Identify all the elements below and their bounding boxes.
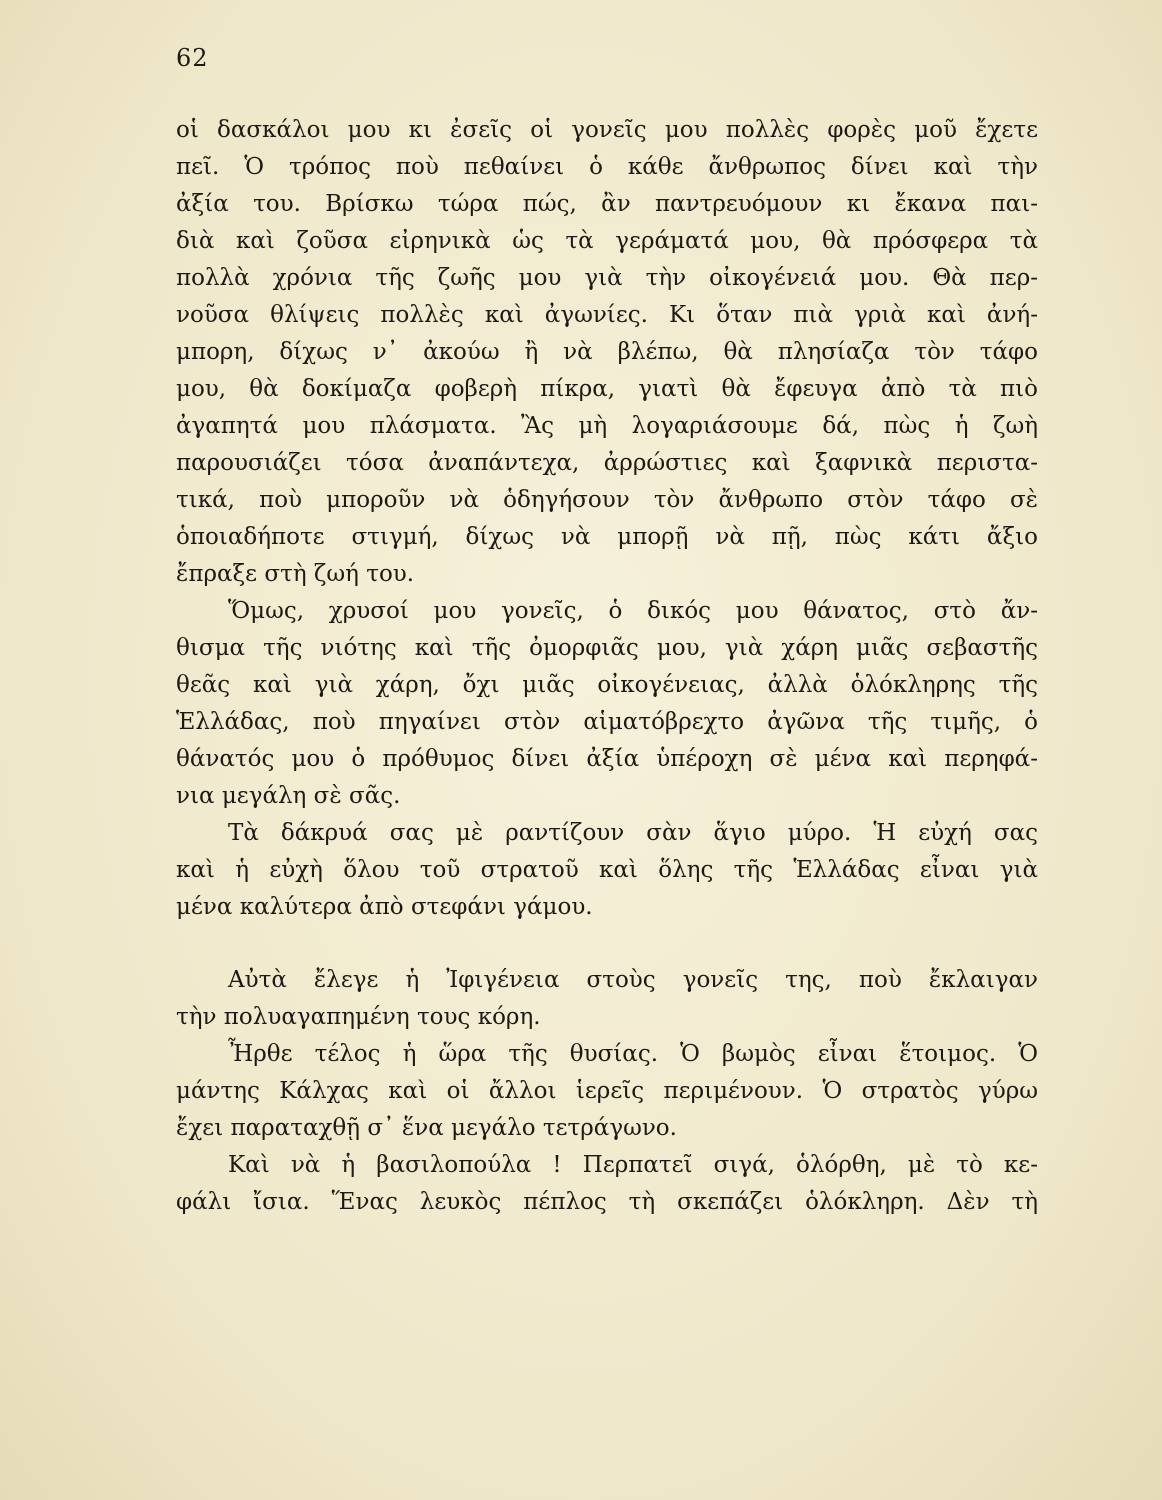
text-line: θεᾶς καὶ γιὰ χάρη, ὄχι μιᾶς οἰκογένειας, ἀλλὰ ὁλόκληρης τῆς — [176, 672, 1038, 698]
paragraph — [176, 815, 1038, 926]
paragraph — [176, 593, 1038, 815]
text-line: οἱ δασκάλοι μου κι ἐσεῖς οἱ γονεῖς μου πολλὲς φορὲς μοῦ ἔχετε — [176, 117, 1038, 143]
text-line: Τὰ δάκρυά σας μὲ ραντίζουν σὰν ἅγιο μύρο. Ἡ εὐχή σας — [228, 820, 1038, 846]
text-line: ἀξία του. Βρίσκω τώρα πώς, ἂν παντρευόμουν κι ἔκανα παι- — [176, 191, 1038, 217]
text-line: ἔχει παραταχθῇ σ᾿ ἕνα μεγάλο τετράγωνο. — [176, 1115, 677, 1141]
text-line: μπορη, δίχως ν᾿ ἀκούω ἢ νὰ βλέπω, θὰ πλησίαζα τὸν τάφο — [176, 339, 1038, 365]
text-line: καὶ ἡ εὐχὴ ὅλου τοῦ στρατοῦ καὶ ὅλης τῆς Ἑλλάδας εἶναι γιὰ — [176, 857, 1038, 883]
text-line: νοῦσα θλίψεις πολλὲς καὶ ἀγωνίες. Κι ὅταν πιὰ γριὰ καὶ ἀνή- — [176, 302, 1038, 328]
text-line: θάνατός μου ὁ πρόθυμος δίνει ἀξία ὑπέροχη σὲ μένα καὶ περηφά- — [176, 746, 1038, 772]
text-line: Καὶ νὰ ἡ βασιλοπούλα ! Περπατεῖ σιγά, ὁλόρθη, μὲ τὸ κε- — [228, 1152, 1038, 1178]
text-line: τὴν πολυαγαπημένη τους κόρη. — [176, 1004, 541, 1030]
paragraph — [176, 962, 1038, 1036]
paragraph — [176, 112, 1038, 593]
text-line: ὁποιαδήποτε στιγμή, δίχως νὰ μπορῇ νὰ πῇ, πὼς κάτι ἄξιο — [176, 524, 1038, 550]
text-line: Ἑλλάδας, ποὺ πηγαίνει στὸν αἱματόβρεχτο ἀγῶνα τῆς τιμῆς, ὁ — [176, 709, 1038, 735]
text-line: Ὅμως, χρυσοί μου γονεῖς, ὁ δικός μου θάνατος, στὸ ἄν- — [228, 598, 1038, 624]
text-line: διὰ καὶ ζοῦσα εἰρηνικὰ ὡς τὰ γεράματά μου, θὰ πρόσφερα τὰ — [176, 228, 1038, 254]
text-line: τικά, ποὺ μποροῦν νὰ ὁδηγήσουν τὸν ἄνθρωπο στὸν τάφο σὲ — [176, 487, 1038, 513]
text-line: θισμα τῆς νιότης καὶ τῆς ὀμορφιᾶς μου, γιὰ χάρη μιᾶς σεβαστῆς — [176, 635, 1038, 661]
text-line: φάλι ἴσια. Ἕνας λευκὸς πέπλος τὴ σκεπάζει ὁλόκληρη. Δὲν τὴ — [176, 1189, 1038, 1215]
text-line: Ἦρθε τέλος ἡ ὥρα τῆς θυσίας. Ὁ βωμὸς εἶναι ἕτοιμος. Ὁ — [228, 1041, 1038, 1067]
paragraph — [176, 1036, 1038, 1147]
text-line: νια μεγάλη σὲ σᾶς. — [176, 783, 401, 809]
text-line: πεῖ. Ὁ τρόπος ποὺ πεθαίνει ὁ κάθε ἄνθρωπος δίνει καὶ τὴν — [176, 154, 1038, 180]
text-line: μάντης Κάλχας καὶ οἱ ἄλλοι ἱερεῖς περιμένουν. Ὁ στρατὸς γύρω — [176, 1078, 1038, 1104]
text-line: Αὐτὰ ἔλεγε ἡ Ἰφιγένεια στοὺς γονεῖς της, ποὺ ἔκλαιγαν — [228, 967, 1038, 993]
text-line: ἀγαπητά μου πλάσματα. Ἂς μὴ λογαριάσουμε δά, πὼς ἡ ζωὴ — [176, 413, 1038, 439]
body-text — [176, 112, 1038, 1221]
text-line: πολλὰ χρόνια τῆς ζωῆς μου γιὰ τὴν οἰκογένειά μου. Θὰ περ- — [176, 265, 1038, 291]
page-number: 62 — [176, 44, 209, 72]
text-line: παρουσιάζει τόσα ἀναπάντεχα, ἀρρώστιες καὶ ξαφνικὰ περιστα- — [176, 450, 1038, 476]
section-gap — [176, 926, 1038, 962]
paragraph — [176, 1147, 1038, 1221]
text-line: μένα καλύτερα ἀπὸ στεφάνι γάμου. — [176, 894, 593, 920]
text-line: μου, θὰ δοκίμαζα φοβερὴ πίκρα, γιατὶ θὰ ἔφευγα ἀπὸ τὰ πιὸ — [176, 376, 1038, 402]
text-line: ἔπραξε στὴ ζωή του. — [176, 561, 415, 587]
